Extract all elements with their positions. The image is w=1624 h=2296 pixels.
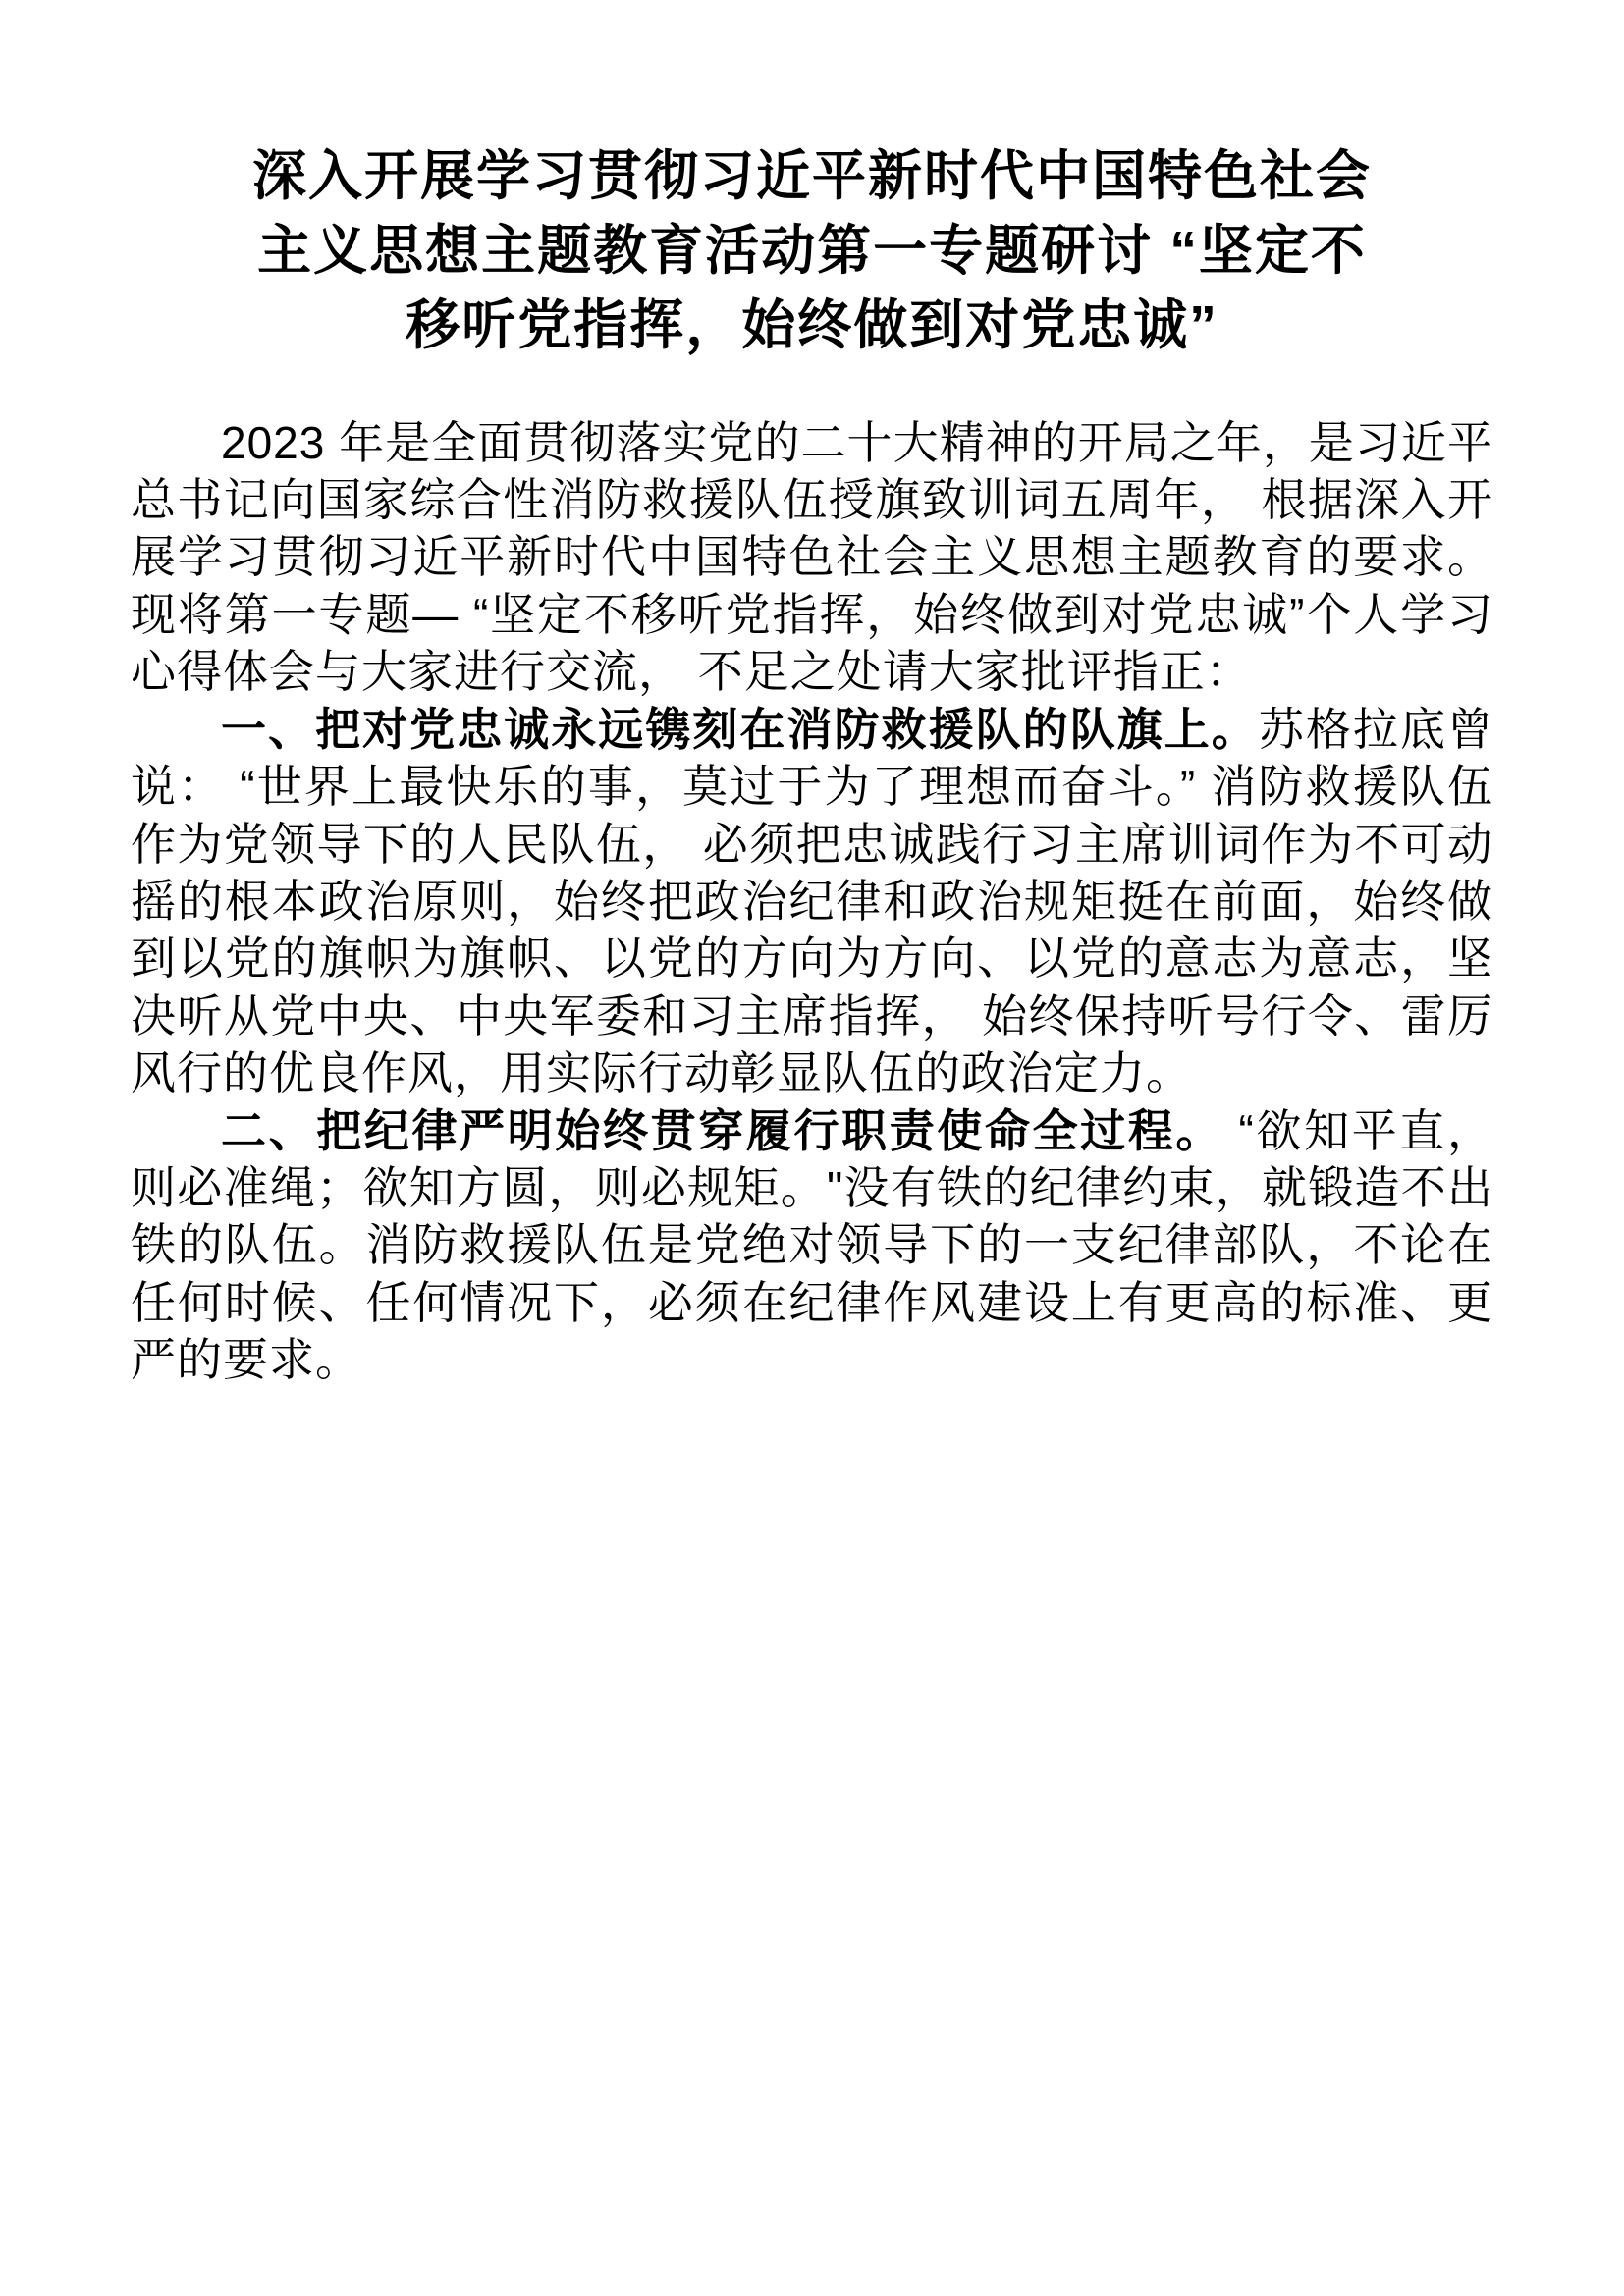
document-title bbox=[131, 139, 1493, 363]
paragraph-section-two bbox=[131, 1102, 1493, 1389]
paragraph-section-one bbox=[131, 701, 1493, 1102]
document-title-line-3: 移听党指挥，始终做到对党忠诚” bbox=[406, 294, 1218, 355]
paragraph-intro-text: 2023 年是全面贯彻落实党的二十大精神的开局之年，是习近平总书记向国家综合性消防救援队伍授旗致训词五周年， 根据深入开展学习贯彻习近平新时代中国特色社会主义思想主题教育的要求。现将第一专题— “坚定不移听党指挥，始终做到对党忠诚”个人学习心得体会与大家进行交流， 不足之处请大家批评指正： bbox=[131, 416, 1493, 698]
section-one-heading: 一、把对党忠诚永远镌刻在消防救援队的队旗上。 bbox=[221, 703, 1259, 755]
document-body bbox=[131, 414, 1493, 1389]
section-one-text: 苏格拉底曾说： “世界上最快乐的事，莫过于为了理想而奋斗。” 消防救援队伍作为党领导下的人民队伍， 必须把忠诚践行习主席训词作为不可动摇的根本政治原则，始终把政治纪律和政治规矩挺在前面，始终做到以党的旗帜为旗帜、以党的方向为方向、以党的意志为意志，坚决听从党中央、中央军委和习主席指挥， 始终保持听号行令、雷厉风行的优良作风，用实际行动彰显队伍的政治定力。 bbox=[131, 703, 1494, 1099]
document-title-line-2: 主义思想主题教育活动第一专题研讨 “坚定不 bbox=[257, 219, 1367, 281]
section-two-text: “欲知平直，则必准绳；欲知方圆，则必规矩。"没有铁的纪律约束，就锻造不出铁的队伍。消防救援队伍是党绝对领导下的一支纪律部队，不论在任何时候、任何情况下，必须在纪律作风建设上有更高的标准、更严的要求。 bbox=[131, 1104, 1493, 1386]
document-title-line-1: 深入开展学习贯彻习近平新时代中国特色社会 bbox=[251, 145, 1372, 206]
section-two-heading: 二、把纪律严明始终贯穿履行职责使命全过程。 bbox=[221, 1104, 1224, 1156]
paragraph-intro bbox=[131, 414, 1493, 701]
